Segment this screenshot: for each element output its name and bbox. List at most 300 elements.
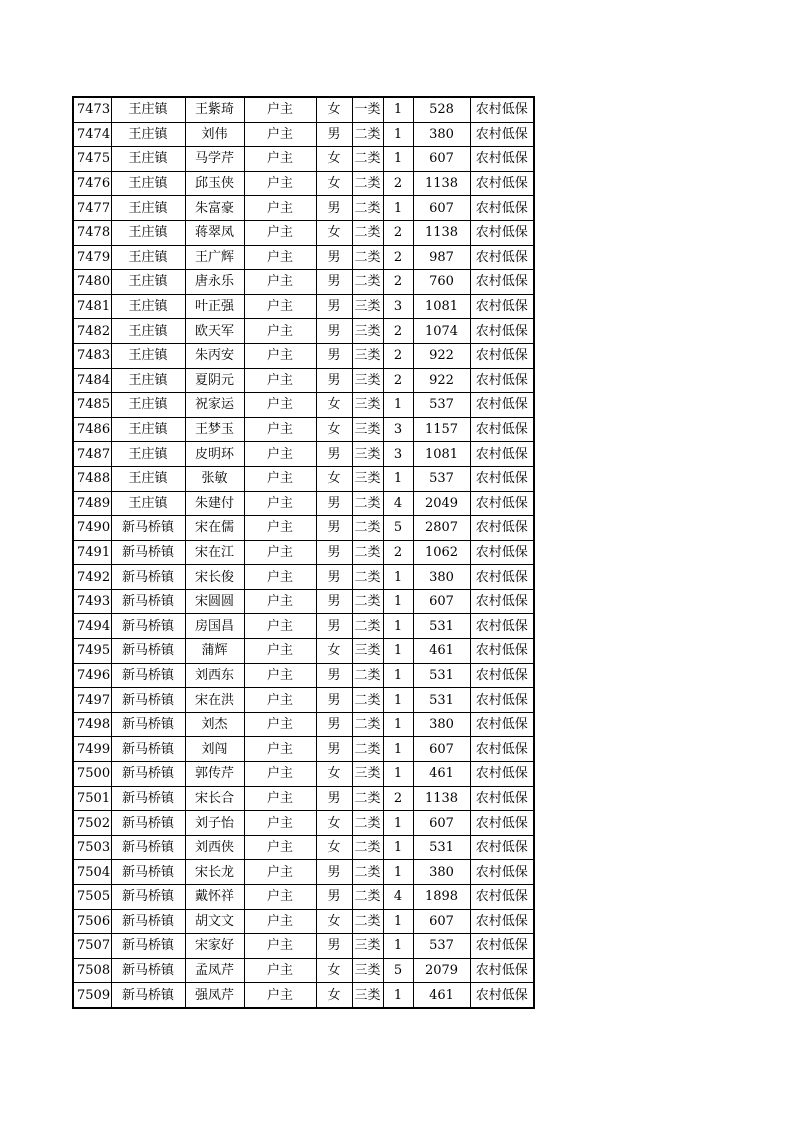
cell-assistance-type: 农村低保 [470,786,534,811]
cell-amount: 607 [413,909,470,934]
cell-category: 二类 [352,565,383,590]
cell-town: 新马桥镇 [111,909,185,934]
cell-amount: 607 [413,196,470,221]
cell-category: 二类 [352,860,383,885]
cell-town: 新马桥镇 [111,663,185,688]
cell-town: 新马桥镇 [111,589,185,614]
cell-assistance-type: 农村低保 [470,540,534,565]
cell-members: 2 [383,343,413,368]
cell-name: 刘西东 [185,663,244,688]
table-row [73,220,534,245]
cell-town: 新马桥镇 [111,885,185,910]
cell-assistance-type: 农村低保 [470,565,534,590]
table-row [73,516,534,541]
cell-assistance-type: 农村低保 [470,688,534,713]
cell-amount: 2807 [413,516,470,541]
cell-name: 宋在洪 [185,688,244,713]
cell-members: 3 [383,417,413,442]
cell-town: 新马桥镇 [111,516,185,541]
cell-members: 1 [383,663,413,688]
cell-category: 二类 [352,220,383,245]
cell-assistance-type: 农村低保 [470,885,534,910]
cell-assistance-type: 农村低保 [470,343,534,368]
cell-role: 户主 [244,589,316,614]
cell-gender: 女 [316,147,352,172]
cell-gender: 女 [316,97,352,122]
cell-name: 宋长龙 [185,860,244,885]
cell-gender: 男 [316,540,352,565]
cell-category: 三类 [352,417,383,442]
cell-assistance-type: 农村低保 [470,220,534,245]
cell-members: 2 [383,368,413,393]
cell-category: 三类 [352,762,383,787]
cell-role: 户主 [244,737,316,762]
cell-assistance-type: 农村低保 [470,171,534,196]
cell-name: 王梦玉 [185,417,244,442]
table-row [73,663,534,688]
table-row [73,614,534,639]
table-row [73,147,534,172]
cell-gender: 男 [316,491,352,516]
cell-category: 三类 [352,393,383,418]
cell-category: 二类 [352,196,383,221]
cell-name: 宋圆圆 [185,589,244,614]
cell-amount: 461 [413,762,470,787]
cell-assistance-type: 农村低保 [470,196,534,221]
table-row [73,466,534,491]
cell-role: 户主 [244,491,316,516]
cell-assistance-type: 农村低保 [470,811,534,836]
cell-gender: 女 [316,811,352,836]
cell-seq-number: 7494 [73,614,111,639]
cell-category: 三类 [352,343,383,368]
cell-role: 户主 [244,885,316,910]
cell-members: 1 [383,196,413,221]
cell-assistance-type: 农村低保 [470,270,534,295]
cell-seq-number: 7484 [73,368,111,393]
cell-town: 新马桥镇 [111,639,185,664]
table-row [73,909,534,934]
cell-category: 二类 [352,540,383,565]
cell-amount: 922 [413,343,470,368]
cell-gender: 男 [316,589,352,614]
cell-seq-number: 7477 [73,196,111,221]
cell-assistance-type: 农村低保 [470,516,534,541]
table-row [73,343,534,368]
cell-members: 1 [383,565,413,590]
cell-amount: 461 [413,639,470,664]
cell-seq-number: 7499 [73,737,111,762]
cell-role: 户主 [244,614,316,639]
cell-town: 王庄镇 [111,294,185,319]
cell-seq-number: 7491 [73,540,111,565]
cell-amount: 380 [413,860,470,885]
cell-assistance-type: 农村低保 [470,614,534,639]
cell-role: 户主 [244,368,316,393]
cell-name: 朱富豪 [185,196,244,221]
cell-town: 王庄镇 [111,393,185,418]
table-row [73,835,534,860]
cell-assistance-type: 农村低保 [470,958,534,983]
cell-role: 户主 [244,663,316,688]
cell-gender: 男 [316,343,352,368]
cell-name: 唐永乐 [185,270,244,295]
cell-assistance-type: 农村低保 [470,589,534,614]
cell-amount: 1081 [413,442,470,467]
cell-gender: 女 [316,393,352,418]
cell-gender: 男 [316,294,352,319]
cell-role: 户主 [244,565,316,590]
cell-role: 户主 [244,983,316,1008]
cell-town: 王庄镇 [111,97,185,122]
cell-town: 新马桥镇 [111,688,185,713]
table-row [73,762,534,787]
table-row [73,393,534,418]
table-row [73,491,534,516]
cell-name: 郭传芹 [185,762,244,787]
cell-name: 宋家好 [185,934,244,959]
cell-role: 户主 [244,97,316,122]
cell-amount: 380 [413,122,470,147]
cell-name: 刘闯 [185,737,244,762]
cell-seq-number: 7482 [73,319,111,344]
table-row [73,565,534,590]
cell-role: 户主 [244,245,316,270]
cell-town: 新马桥镇 [111,565,185,590]
cell-seq-number: 7480 [73,270,111,295]
cell-members: 5 [383,958,413,983]
cell-amount: 2079 [413,958,470,983]
cell-category: 三类 [352,368,383,393]
table-row [73,122,534,147]
cell-amount: 461 [413,983,470,1008]
cell-seq-number: 7490 [73,516,111,541]
cell-role: 户主 [244,393,316,418]
cell-members: 4 [383,885,413,910]
table-row [73,294,534,319]
cell-seq-number: 7479 [73,245,111,270]
cell-members: 4 [383,491,413,516]
cell-category: 二类 [352,811,383,836]
cell-members: 1 [383,589,413,614]
cell-town: 王庄镇 [111,270,185,295]
table-row [73,712,534,737]
cell-assistance-type: 农村低保 [470,639,534,664]
cell-seq-number: 7489 [73,491,111,516]
cell-name: 朱建付 [185,491,244,516]
cell-amount: 528 [413,97,470,122]
cell-role: 户主 [244,171,316,196]
cell-amount: 607 [413,147,470,172]
cell-seq-number: 7498 [73,712,111,737]
cell-seq-number: 7504 [73,860,111,885]
cell-role: 户主 [244,860,316,885]
cell-gender: 男 [316,122,352,147]
cell-role: 户主 [244,220,316,245]
cell-seq-number: 7473 [73,97,111,122]
cell-assistance-type: 农村低保 [470,147,534,172]
cell-members: 1 [383,737,413,762]
cell-role: 户主 [244,835,316,860]
cell-town: 新马桥镇 [111,983,185,1008]
cell-town: 王庄镇 [111,491,185,516]
cell-category: 二类 [352,909,383,934]
cell-assistance-type: 农村低保 [470,245,534,270]
cell-amount: 922 [413,368,470,393]
cell-name: 刘子怡 [185,811,244,836]
cell-role: 户主 [244,958,316,983]
cell-seq-number: 7478 [73,220,111,245]
cell-assistance-type: 农村低保 [470,417,534,442]
cell-members: 2 [383,786,413,811]
cell-town: 王庄镇 [111,466,185,491]
cell-members: 1 [383,393,413,418]
cell-town: 王庄镇 [111,417,185,442]
cell-gender: 男 [316,688,352,713]
cell-category: 三类 [352,934,383,959]
cell-role: 户主 [244,712,316,737]
cell-amount: 531 [413,663,470,688]
cell-category: 三类 [352,958,383,983]
cell-category: 二类 [352,786,383,811]
cell-role: 户主 [244,639,316,664]
cell-members: 1 [383,983,413,1008]
cell-assistance-type: 农村低保 [470,319,534,344]
cell-seq-number: 7486 [73,417,111,442]
table-row [73,245,534,270]
cell-category: 二类 [352,885,383,910]
cell-seq-number: 7488 [73,466,111,491]
cell-amount: 607 [413,589,470,614]
cell-assistance-type: 农村低保 [470,934,534,959]
cell-gender: 男 [316,614,352,639]
cell-seq-number: 7483 [73,343,111,368]
cell-seq-number: 7485 [73,393,111,418]
table-row [73,442,534,467]
cell-assistance-type: 农村低保 [470,762,534,787]
cell-gender: 女 [316,762,352,787]
cell-category: 三类 [352,983,383,1008]
table-row [73,589,534,614]
cell-amount: 607 [413,737,470,762]
cell-town: 王庄镇 [111,147,185,172]
table-row [73,540,534,565]
cell-category: 二类 [352,270,383,295]
table-row [73,885,534,910]
cell-name: 蒋翠凤 [185,220,244,245]
cell-assistance-type: 农村低保 [470,983,534,1008]
cell-amount: 380 [413,712,470,737]
cell-category: 二类 [352,171,383,196]
cell-gender: 女 [316,171,352,196]
cell-assistance-type: 农村低保 [470,97,534,122]
table-row [73,319,534,344]
cell-members: 1 [383,122,413,147]
cell-role: 户主 [244,417,316,442]
cell-name: 马学芹 [185,147,244,172]
cell-seq-number: 7497 [73,688,111,713]
table-row [73,171,534,196]
cell-category: 三类 [352,442,383,467]
cell-members: 2 [383,540,413,565]
cell-name: 王广辉 [185,245,244,270]
table-row [73,368,534,393]
cell-members: 1 [383,466,413,491]
cell-category: 三类 [352,294,383,319]
cell-town: 王庄镇 [111,196,185,221]
cell-category: 二类 [352,663,383,688]
cell-members: 5 [383,516,413,541]
cell-gender: 女 [316,417,352,442]
table-row [73,934,534,959]
cell-assistance-type: 农村低保 [470,909,534,934]
cell-seq-number: 7481 [73,294,111,319]
cell-category: 二类 [352,712,383,737]
cell-amount: 1898 [413,885,470,910]
cell-gender: 女 [316,909,352,934]
cell-gender: 女 [316,835,352,860]
cell-seq-number: 7501 [73,786,111,811]
cell-members: 1 [383,712,413,737]
cell-name: 祝家运 [185,393,244,418]
cell-name: 宋长俊 [185,565,244,590]
cell-seq-number: 7509 [73,983,111,1008]
cell-town: 王庄镇 [111,343,185,368]
cell-name: 刘西侠 [185,835,244,860]
cell-town: 王庄镇 [111,245,185,270]
cell-name: 刘伟 [185,122,244,147]
cell-category: 三类 [352,319,383,344]
cell-category: 二类 [352,614,383,639]
cell-seq-number: 7496 [73,663,111,688]
cell-gender: 男 [316,786,352,811]
table-row [73,983,534,1008]
table-row [73,270,534,295]
cell-amount: 380 [413,565,470,590]
cell-assistance-type: 农村低保 [470,712,534,737]
cell-category: 三类 [352,466,383,491]
cell-members: 2 [383,220,413,245]
cell-members: 1 [383,909,413,934]
cell-gender: 女 [316,466,352,491]
cell-name: 王紫琦 [185,97,244,122]
cell-seq-number: 7495 [73,639,111,664]
cell-role: 户主 [244,442,316,467]
cell-amount: 1138 [413,220,470,245]
cell-seq-number: 7508 [73,958,111,983]
cell-members: 3 [383,442,413,467]
cell-role: 户主 [244,122,316,147]
cell-gender: 男 [316,934,352,959]
cell-assistance-type: 农村低保 [470,663,534,688]
cell-amount: 607 [413,811,470,836]
cell-name: 宋在江 [185,540,244,565]
cell-seq-number: 7507 [73,934,111,959]
cell-gender: 男 [316,442,352,467]
table-row [73,958,534,983]
cell-role: 户主 [244,811,316,836]
cell-category: 二类 [352,737,383,762]
cell-role: 户主 [244,319,316,344]
cell-gender: 男 [316,737,352,762]
cell-town: 新马桥镇 [111,712,185,737]
cell-seq-number: 7503 [73,835,111,860]
cell-name: 宋长合 [185,786,244,811]
cell-gender: 男 [316,368,352,393]
cell-assistance-type: 农村低保 [470,466,534,491]
table-body [73,97,534,1008]
cell-assistance-type: 农村低保 [470,737,534,762]
cell-seq-number: 7476 [73,171,111,196]
cell-role: 户主 [244,147,316,172]
cell-members: 2 [383,270,413,295]
cell-seq-number: 7474 [73,122,111,147]
cell-category: 二类 [352,516,383,541]
cell-members: 1 [383,835,413,860]
cell-name: 夏阴元 [185,368,244,393]
table-row [73,196,534,221]
cell-name: 强凤芹 [185,983,244,1008]
cell-amount: 1081 [413,294,470,319]
cell-town: 新马桥镇 [111,958,185,983]
cell-gender: 男 [316,663,352,688]
cell-gender: 女 [316,958,352,983]
table-row [73,417,534,442]
cell-gender: 男 [316,565,352,590]
cell-town: 新马桥镇 [111,540,185,565]
cell-members: 1 [383,811,413,836]
cell-assistance-type: 农村低保 [470,368,534,393]
cell-category: 二类 [352,835,383,860]
table-row [73,860,534,885]
cell-town: 王庄镇 [111,220,185,245]
cell-name: 邱玉侠 [185,171,244,196]
cell-role: 户主 [244,786,316,811]
cell-amount: 537 [413,393,470,418]
cell-category: 三类 [352,639,383,664]
cell-town: 新马桥镇 [111,786,185,811]
cell-amount: 537 [413,466,470,491]
cell-assistance-type: 农村低保 [470,393,534,418]
table-row [73,786,534,811]
cell-category: 一类 [352,97,383,122]
cell-gender: 男 [316,196,352,221]
cell-members: 1 [383,614,413,639]
cell-role: 户主 [244,934,316,959]
cell-name: 宋在儒 [185,516,244,541]
cell-assistance-type: 农村低保 [470,860,534,885]
cell-name: 戴怀祥 [185,885,244,910]
cell-category: 二类 [352,491,383,516]
cell-seq-number: 7500 [73,762,111,787]
cell-town: 王庄镇 [111,171,185,196]
cell-name: 房国昌 [185,614,244,639]
cell-role: 户主 [244,516,316,541]
cell-seq-number: 7487 [73,442,111,467]
cell-town: 新马桥镇 [111,934,185,959]
cell-gender: 男 [316,712,352,737]
cell-amount: 1062 [413,540,470,565]
cell-town: 新马桥镇 [111,811,185,836]
cell-seq-number: 7506 [73,909,111,934]
cell-members: 1 [383,147,413,172]
cell-role: 户主 [244,343,316,368]
cell-assistance-type: 农村低保 [470,294,534,319]
cell-role: 户主 [244,909,316,934]
cell-category: 二类 [352,589,383,614]
cell-role: 户主 [244,540,316,565]
cell-role: 户主 [244,196,316,221]
